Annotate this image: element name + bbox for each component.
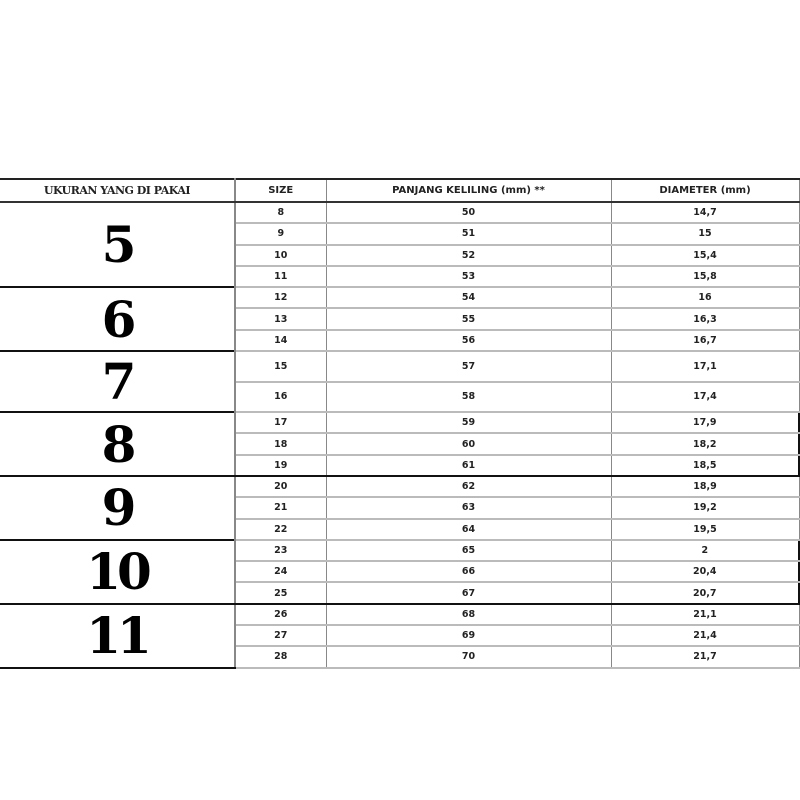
diameter-cell: 17,1: [611, 351, 799, 382]
table-body: [0, 202, 799, 668]
circumference-cell: 65: [326, 540, 611, 561]
table-row: [0, 604, 799, 625]
diameter-cell: 19,5: [611, 519, 799, 540]
circumference-cell: 55: [326, 308, 611, 329]
size-cell: 25: [235, 582, 326, 603]
table-row: [0, 287, 799, 308]
used-size-label: 6: [0, 287, 235, 351]
size-cell: 10: [235, 245, 326, 266]
diameter-cell: 20,4: [611, 561, 799, 582]
size-cell: 13: [235, 308, 326, 329]
circumference-cell: 54: [326, 287, 611, 308]
diameter-cell: 20,7: [611, 582, 799, 603]
circumference-cell: 66: [326, 561, 611, 582]
diameter-cell: 18,9: [611, 476, 799, 497]
header-size: SIZE: [235, 179, 326, 202]
circumference-cell: 58: [326, 382, 611, 413]
size-cell: 19: [235, 455, 326, 476]
table-row: [0, 540, 799, 561]
used-size-label: 11: [0, 604, 235, 668]
diameter-cell: 16,7: [611, 330, 799, 351]
diameter-cell: 18,5: [611, 455, 799, 476]
size-cell: 16: [235, 382, 326, 413]
used-size-label: 7: [0, 351, 235, 412]
diameter-cell: 16,3: [611, 308, 799, 329]
circumference-cell: 60: [326, 433, 611, 454]
circumference-cell: 53: [326, 266, 611, 287]
size-cell: 14: [235, 330, 326, 351]
circumference-cell: 51: [326, 223, 611, 244]
diameter-cell: 19,2: [611, 497, 799, 518]
circumference-cell: 69: [326, 625, 611, 646]
size-cell: 17: [235, 412, 326, 433]
header-circumference: PANJANG KELILING (mm) **: [326, 179, 611, 202]
size-cell: 21: [235, 497, 326, 518]
diameter-cell: 14,7: [611, 202, 799, 223]
diameter-cell: 16: [611, 287, 799, 308]
table-row: [0, 202, 799, 223]
size-cell: 8: [235, 202, 326, 223]
used-size-label: 9: [0, 476, 235, 540]
circumference-cell: 59: [326, 412, 611, 433]
size-cell: 9: [235, 223, 326, 244]
size-cell: 23: [235, 540, 326, 561]
circumference-cell: 50: [326, 202, 611, 223]
header-row: [0, 179, 799, 202]
size-cell: 27: [235, 625, 326, 646]
size-cell: 22: [235, 519, 326, 540]
size-cell: 18: [235, 433, 326, 454]
size-cell: 12: [235, 287, 326, 308]
used-size-label: 5: [0, 202, 235, 287]
header-diameter: DIAMETER (mm): [611, 179, 799, 202]
size-cell: 24: [235, 561, 326, 582]
circumference-cell: 63: [326, 497, 611, 518]
size-cell: 15: [235, 351, 326, 382]
size-cell: 26: [235, 604, 326, 625]
diameter-cell: 21,4: [611, 625, 799, 646]
diameter-cell: 15: [611, 223, 799, 244]
ring-size-table: [0, 178, 800, 669]
circumference-cell: 61: [326, 455, 611, 476]
size-cell: 11: [235, 266, 326, 287]
size-cell: 20: [235, 476, 326, 497]
diameter-cell: 15,8: [611, 266, 799, 287]
header-used-size: UKURAN YANG DI PAKAI: [0, 179, 235, 202]
circumference-cell: 56: [326, 330, 611, 351]
diameter-cell: 15,4: [611, 245, 799, 266]
table-row: [0, 476, 799, 497]
used-size-label: 8: [0, 412, 235, 476]
circumference-cell: 52: [326, 245, 611, 266]
circumference-cell: 62: [326, 476, 611, 497]
size-cell: 28: [235, 646, 326, 667]
used-size-label: 10: [0, 540, 235, 604]
diameter-cell: 18,2: [611, 433, 799, 454]
diameter-cell: 21,7: [611, 646, 799, 667]
circumference-cell: 70: [326, 646, 611, 667]
diameter-cell: 17,9: [611, 412, 799, 433]
diameter-cell: 2: [611, 540, 799, 561]
table-row: [0, 351, 799, 382]
circumference-cell: 68: [326, 604, 611, 625]
diameter-cell: 21,1: [611, 604, 799, 625]
table-row: [0, 412, 799, 433]
diameter-cell: 17,4: [611, 382, 799, 413]
circumference-cell: 67: [326, 582, 611, 603]
circumference-cell: 57: [326, 351, 611, 382]
circumference-cell: 64: [326, 519, 611, 540]
